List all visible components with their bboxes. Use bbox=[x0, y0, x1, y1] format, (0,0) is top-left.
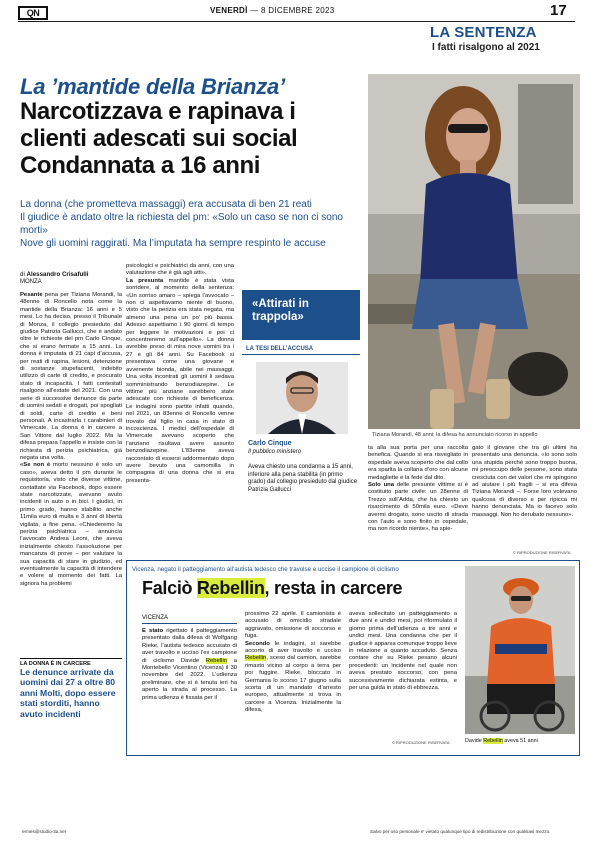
main-photo bbox=[368, 74, 580, 429]
cyclist-caption-post: aveva 51 anni bbox=[502, 738, 538, 744]
cyclist-photo bbox=[465, 566, 575, 734]
quote-box: «Attirati in trappola» bbox=[242, 290, 360, 340]
a2c1-text: rigettato il patteggiamento presentato dalla difesa di Wolfgang Rieke, l’autista tedesco accusato di aver travolto e ucciso l’ex campione di ciclismo Davide bbox=[142, 628, 237, 664]
col3a-text-2: delle presunte vittime si è costituito parte civile: un 28enne di Trezzo sull’Adda, che ha chiesto un risarcimento di 50mila euro. «Deve avermi drogato, sono uscito di strada con l’auto e sono finito in ospedale, ma non ricordo niente», ha spie- bbox=[368, 482, 468, 533]
article-column-2 bbox=[126, 263, 234, 556]
article2-column-2 bbox=[245, 611, 341, 738]
portrait-text: Aveva chiesto una condanna a 15 anni, inferiore alla pena stabilita (in primo grado) dal collegio presieduto dal giudice Patrizia Gallucci bbox=[248, 464, 358, 493]
byline-prefix: di bbox=[20, 271, 27, 278]
col1-lead: Pesante bbox=[20, 292, 43, 298]
article2-kicker: Vicenza, negato il patteggiamento all’autista tedesco che travolse e uccise il campione di ciclismo bbox=[132, 566, 399, 573]
a2c1-highlight: Rebellin bbox=[205, 657, 228, 664]
article-subhead bbox=[20, 198, 365, 250]
article2-place: VICENZA bbox=[142, 615, 237, 624]
a2c2-lead: Secondo bbox=[245, 640, 270, 647]
a2c2-text: prossimo 22 aprile. Il camionista è accusato di omicidio stradale aggravato, omissione di soccorso e fuga. bbox=[245, 611, 341, 640]
header-date bbox=[210, 6, 334, 15]
col2-lead: La presunta bbox=[126, 277, 164, 284]
cyclist-caption bbox=[465, 738, 538, 744]
a2c2-highlight: Rebellin bbox=[245, 655, 267, 662]
header-rule bbox=[18, 21, 575, 22]
subhead-line-1: La donna (che prometteva massaggi) era accusata di ben 21 reati bbox=[20, 199, 312, 210]
quote-label: LA TESI DELL’ACCUSA bbox=[242, 343, 360, 355]
byline bbox=[20, 271, 88, 278]
article-headline: Narcotizzava e rapinava i clienti adescati sui social Condannata a 16 anni bbox=[20, 98, 298, 179]
dateline-place: MONZA bbox=[20, 279, 42, 285]
col1-text-2: morto nessuno è solo un caso», aveva detto il pm durante le requisitoria, visto che diverse vittime, contattate via Facebook, dopo essere state narcotizzate, avevano avuto incidenti in auto o in bici. I giudici, in primo grado, hanno stabilito anche 11mila euro di multa e 3 anni di libertà vigilata, a fine pena. «Chiederemo la perizia psichiatrica – annuncia l’avvocato Andrea Leoni, che aveva inizialmente chiesto l’assoluzione per mancanza di prove – per valutare la sua capacità di stare in giudizio, ed eventualmente la capacità di intendere e volere al momento dei fatti. La signora ha problemi bbox=[20, 462, 122, 587]
footer-notice: Salvo per uso personale e' vietato qualunque tipo di redistribuzione con qualsiasi mezzo. bbox=[370, 829, 551, 834]
subhead-line-3: Nove gli uomini raggirati. Ma l’imputata ha sempre respinto le accuse bbox=[20, 238, 326, 249]
a2c2-text-2: le indagini, si sarebbe accorto di aver travolto e ucciso bbox=[245, 640, 341, 655]
side-box-text: Le denunce arrivate da uomini dai 27 a oltre 80 anni Molti, dopo essere stati storditi, hanno avuto incidenti bbox=[20, 667, 116, 719]
article2-title-highlight: Rebellin bbox=[196, 578, 265, 598]
footer-email: ermes@studio-3a.net bbox=[22, 829, 66, 834]
a2c1-text-2: a Montebello Vicentino (Vicenza) il 30 novembre del 2022. L’udienza preliminare, che si è tenuta ieri ha aperto la strada al processo. La prima udienza è fissata per il bbox=[142, 657, 237, 701]
byline-author: Alessandro Crisafulli bbox=[26, 271, 89, 278]
col2-text-2: mantide è stata vista sorridere, al momento della sentenza: «Un sorriso amaro – spiega l’avvocato – non ci aspettavamo niente di buono, visto che la perizia era stata negata, ma almeno una pena un po’ più bassa. Adesso aspettiamo i 90 giorni di tempo per leggere le motivazioni e poi ci concentreremo sull’appello». La donna avrebbe preso di mira nove uomini tra i 27 e gli 84 anni. Su Facebook si presentava come una giovane e avvenente bionda, abile nei massaggi. Una volta incontrati gli uomini li sedava somministrando benzodiazepine. Le vittime più anziane sarebbero state adescate con richieste di beneficenza. Le indagini sono partite infatti quando, nel 2021, un 83enne di Roncello venne trovato dal figlio in casa in stato di incoscienza. I medici dell’ospedale di Vimercate avevano scoperto che l’anziano risultava avere assunto benzodiazepine. L’83enne aveva raccontato di essersi addormentato dopo avere bevuto una camomilla in compagnia di una donna che si era presenta- bbox=[126, 277, 234, 484]
cyclist-caption-highlight: Rebellin bbox=[483, 738, 503, 744]
article-kicker: La ’mantide della Brianza’ bbox=[20, 74, 285, 99]
article2-column-3 bbox=[349, 611, 457, 738]
article2-title-pre: Falciò bbox=[142, 578, 197, 598]
portrait-role: Il pubblico ministero bbox=[248, 449, 302, 455]
portrait-name: Carlo Cinque bbox=[248, 440, 292, 447]
article-column-1 bbox=[20, 292, 122, 647]
cyclist-caption-pre: Davide bbox=[465, 738, 484, 744]
article2-column-1 bbox=[142, 628, 237, 738]
col3a-lead: Solo una bbox=[368, 482, 395, 489]
newspaper-logo: QN bbox=[18, 6, 48, 20]
side-box-label: LA DONNA È IN CARCERE bbox=[20, 658, 122, 667]
col1-lead-2: «Se non è bbox=[20, 462, 51, 469]
photo-caption: Tiziana Morandi, 48 anni; la difesa ha annunciato ricorso in appello bbox=[372, 432, 538, 438]
article2-title-post: , resta in carcere bbox=[264, 578, 403, 598]
header-day: VENERDÌ bbox=[210, 6, 248, 15]
section-title: LA SENTENZA bbox=[430, 24, 537, 41]
col3a-text: ta alla sua porta per una raccolta benefica. Quando si era risvegliato in ospedale aveva scoperto che dal collo era sparita la collana d’oro con alcune medagliette e la fede dal dito. bbox=[368, 445, 468, 481]
cyclist-illustration bbox=[465, 566, 575, 734]
page-number: 17 bbox=[550, 2, 567, 19]
header-date-text: — 8 DICEMBRE 2023 bbox=[250, 6, 335, 15]
col3b-text: gato il giovane che tra gli ultimi ha presentato una denuncia. «Io sono solo una stupida perché sono troppo buona, mi preoccupo delle persone, sono stata cresciuta con dei valori che mi spingono ad aiutare i più fragili – si era difesa Tiziana Morandi –. Forse loro volevano qualcosa di diverso e per ripicca mi hanno denunciata. Ma io facevo solo massaggi. Non ho derubato nessuno». bbox=[472, 445, 577, 518]
article2-title bbox=[142, 578, 402, 599]
article-column-4 bbox=[472, 445, 577, 549]
portrait-photo bbox=[256, 362, 348, 434]
woman-photo-illustration bbox=[368, 74, 580, 429]
a2c1-lead: È stato bbox=[142, 628, 164, 634]
section-subtitle: I fatti risalgono al 2021 bbox=[432, 42, 540, 53]
copyright-credit: © RIPRODUZIONE RISERVATA bbox=[513, 550, 571, 555]
a2c3-text: aveva sollecitato un patteggiamento a due anni e undici mesi, poi riformulato il giorno prima dell’udienza a tre anni e undici mesi. Una condanna che per il giudice è apparsa comunque troppo lieve in relazione a quanto accaduto. Senza contare che su Rieke pesano alcuni precedenti: un incidente nel quale non aveva prestato soccorso, con pena successivamente dichiarata estinta, e per una guida in stato di ebbrezza. bbox=[349, 611, 457, 692]
col1-text: pena per Tiziana Morandi, la 48enne di Roncello nota come la mantide della Brianza: 16 anni e 5 mesi. Lo ha deciso, presso il Tribunale di Monza, il collegio presieduto dal giudice Patrizia Gallucci, che è andato oltre le richieste del pm Carlo Cinque, che si erano fermate a 15 anni. La donna è imputata di 21 capi d’accusa, per reati di rapina, lesioni, detenzione di sostanze stupefacenti, indebito utilizzo di carte di credito, e procurato stato di incapacità. I fatti contestati risalgono all’estate del 2021. Con una serie di successive denunce da parte di uomini sedati e drogati, poi spogliati di soldi, carte di credito e beni personali. A incastrarla i carabinieri di Vimercate. La donna è in carcere a San Vittore dal luglio 2022. Ma la difesa prepara l’appello e insiste con la richiesta di perizia psichiatrica, già negata una volta. bbox=[20, 292, 122, 461]
col2-text: psicologici e psichiatrici da anni, con una valutazione che è già agli atti». bbox=[126, 263, 234, 277]
subhead-line-2: Il giudice è andato oltre la richiesta del pm: «Solo un caso se non ci sono morti» bbox=[20, 212, 343, 236]
article-column-3 bbox=[368, 445, 468, 549]
man-portrait-illustration bbox=[256, 362, 348, 434]
a2c2-text-3: , sceso dal camion, sarebbe rimasto vicino al corpo a terra per poi fuggire. Rieke, bloccato in Germania lo scorso 17 giugno sulla scorta di un mandato d’arresto europeo, attualmente si trova in carcere a Vicenza. Inizialmente la difesa, bbox=[245, 655, 341, 714]
article2-credit: © RIPRODUZIONE RISERVATA bbox=[392, 740, 450, 745]
